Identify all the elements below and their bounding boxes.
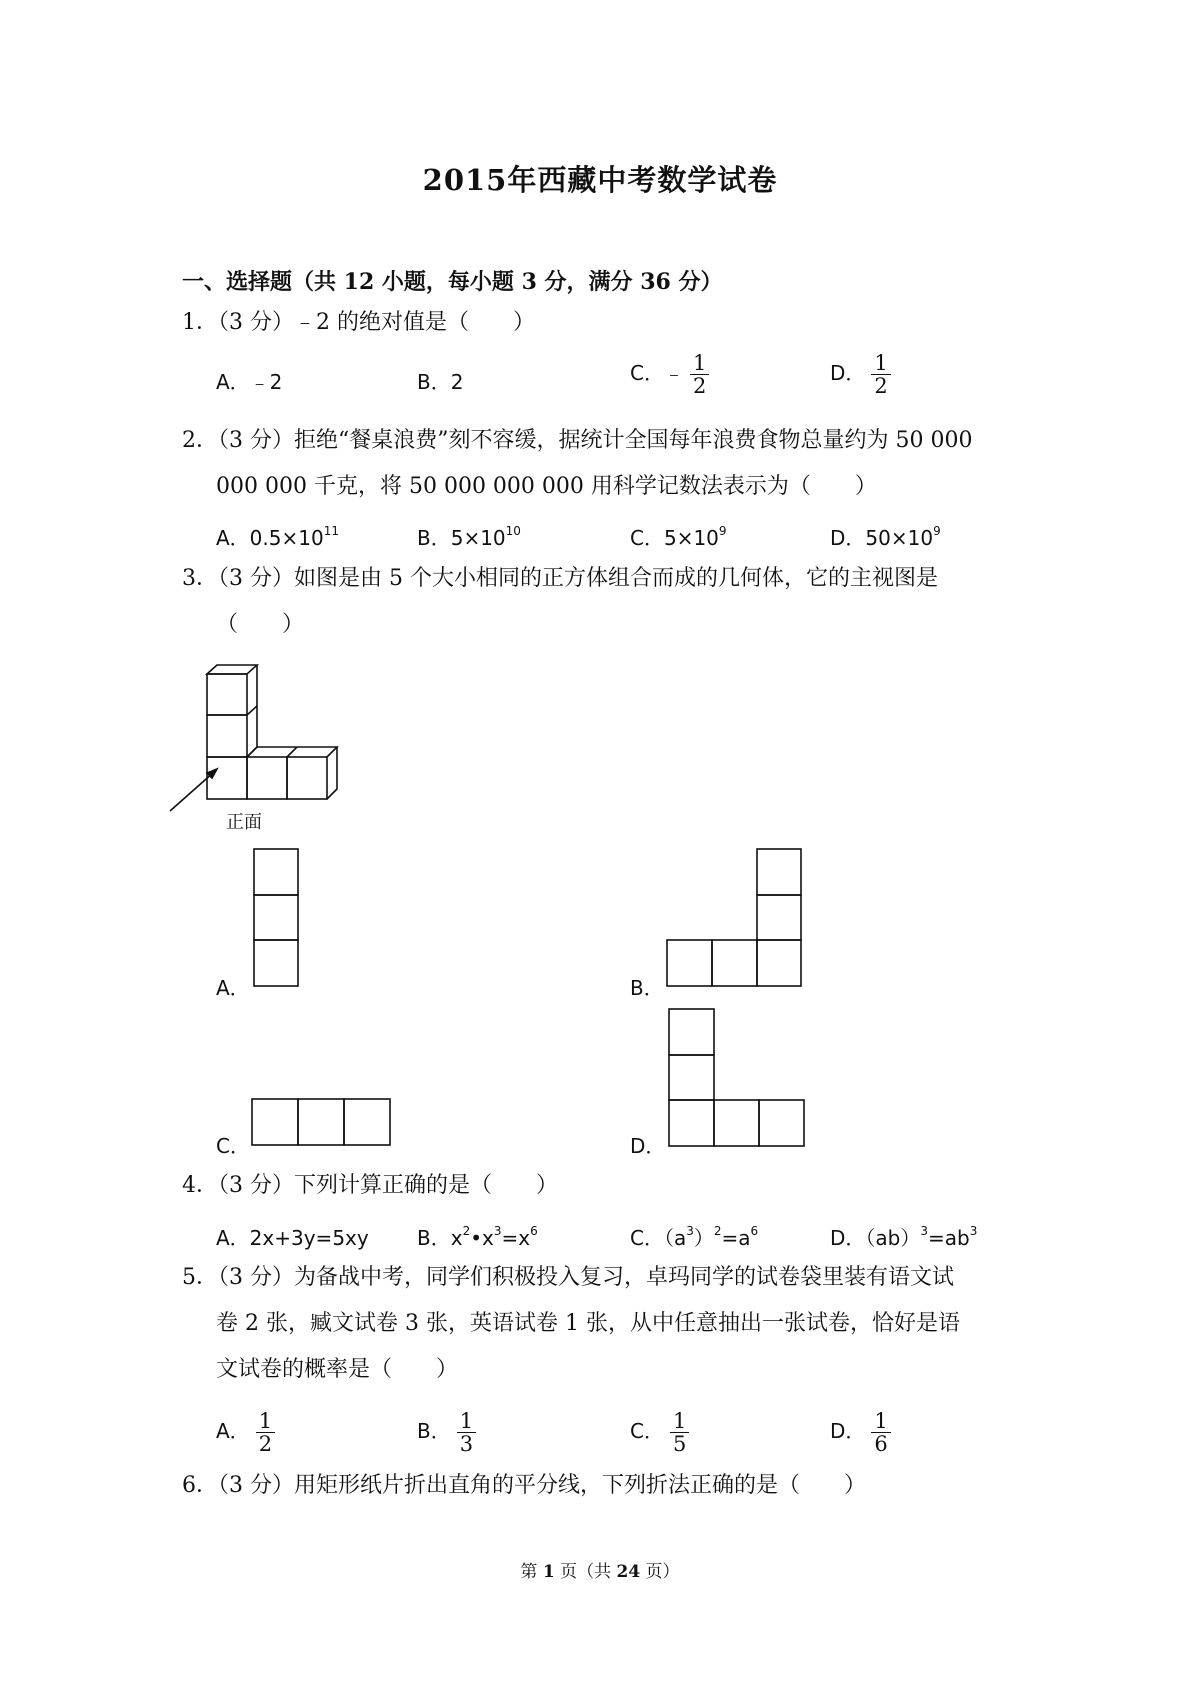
figure-front-label: 正面 [226, 812, 262, 833]
question-5-line-2: 卷 2 张，臧文试卷 3 张，英语试卷 1 张，从中任意抽出一张试卷，恰好是语 [216, 1311, 960, 1336]
q4-option-d: D．$(ab)^3=ab^3$ [830, 1224, 978, 1250]
q5-option-c: C． $\frac{1}{5}$ [630, 1410, 689, 1455]
section-heading: 一、选择题（共 12 小题，每小题 3 分，满分 36 分） [182, 269, 723, 295]
q4-option-a: A．2x+3y=5xy [216, 1226, 369, 1250]
total-pages: 24 [616, 1562, 641, 1582]
question-3-stem [182, 556, 1032, 648]
fraction-denominator: 2 [690, 374, 709, 397]
question-1-stem: 1．（3 分）﹣2 的绝对值是（ ） [182, 310, 535, 335]
q5-option-d: D． $\frac{1}{6}$ [830, 1410, 891, 1455]
fraction-numerator: 1 [874, 351, 888, 375]
q2-option-b: B．$5\times 10^{10}$ [417, 524, 521, 550]
question-3-line-1: 3．（3 分）如图是由 5 个大小相同的正方体组合而成的几何体，它的主视图是 [182, 566, 938, 591]
page-footer: 第 1 页（共 24 页） [520, 1562, 680, 1582]
q3-option-c-figure [251, 1098, 393, 1148]
question-6-stem: 6．（3 分）用矩形纸片折出直角的平分线，下列折法正确的是（ ） [182, 1473, 866, 1498]
q1-option-c-label: C．﹣ [630, 361, 684, 385]
question-2-line-2: 000 000 千克，将 50 000 000 000 用科学记数法表示为（ ） [216, 474, 877, 499]
q3-option-d-figure [668, 1008, 808, 1150]
question-2-stem [182, 418, 1032, 510]
fraction [871, 352, 890, 397]
question-5-line-1: 5．（3 分）为备战中考，同学们积极投入复习，卓玛同学的试卷袋里装有语文试 [182, 1265, 954, 1290]
cube-solid-figure [170, 660, 360, 820]
fraction [690, 352, 709, 397]
q3-option-b-figure [666, 848, 806, 988]
q4-option-c: C．$(a^3)^2=a^6$ [630, 1224, 759, 1250]
fraction: $\frac{1}{3}$ [457, 1410, 476, 1455]
q1-option-d-label: D． [830, 361, 866, 385]
current-page-number: 1 [542, 1562, 555, 1582]
q2-option-d: D．$50\times 10^9$ [830, 524, 941, 550]
page-title: 2015年西藏中考数学试卷 [422, 163, 778, 197]
fraction: $\frac{1}{6}$ [871, 1410, 890, 1455]
q1-option-c [630, 352, 709, 397]
question-5-line-3: 文试卷的概率是（ ） [216, 1357, 459, 1382]
q1-option-d [830, 352, 891, 397]
q2-option-a: A．$0.5\times 10^{11}$ [216, 524, 339, 550]
question-3-line-2: （ ） [216, 612, 305, 637]
question-4-stem: 4．（3 分）下列计算正确的是（ ） [182, 1173, 558, 1198]
q2-option-c: C．$5\times 10^9$ [630, 524, 727, 550]
q4-option-b: B．$x^2•x^3=x^6$ [417, 1224, 538, 1250]
question-5-stem [182, 1255, 1032, 1393]
q3-option-a-figure [253, 848, 301, 988]
fraction: $\frac{1}{2}$ [256, 1410, 275, 1455]
question-2-line-1: 2．（3 分）拒绝“餐桌浪费”刻不容缓，据统计全国每年浪费食物总量约为 50 000 [182, 428, 973, 453]
q1-option-a: A．﹣2 [216, 370, 283, 394]
fraction: $\frac{1}{5}$ [670, 1410, 689, 1455]
q5-option-b: B． $\frac{1}{3}$ [417, 1410, 476, 1455]
q3-option-c: C． [216, 1134, 250, 1158]
q3-option-a: A． [216, 976, 250, 1000]
fraction-denominator: 2 [871, 374, 890, 397]
fraction-numerator: 1 [692, 351, 707, 375]
q5-option-a: A． $\frac{1}{2}$ [216, 1410, 275, 1455]
q3-option-d: D． [630, 1134, 666, 1158]
q1-option-b: B．2 [417, 370, 464, 394]
q3-option-b: B． [630, 976, 664, 1000]
